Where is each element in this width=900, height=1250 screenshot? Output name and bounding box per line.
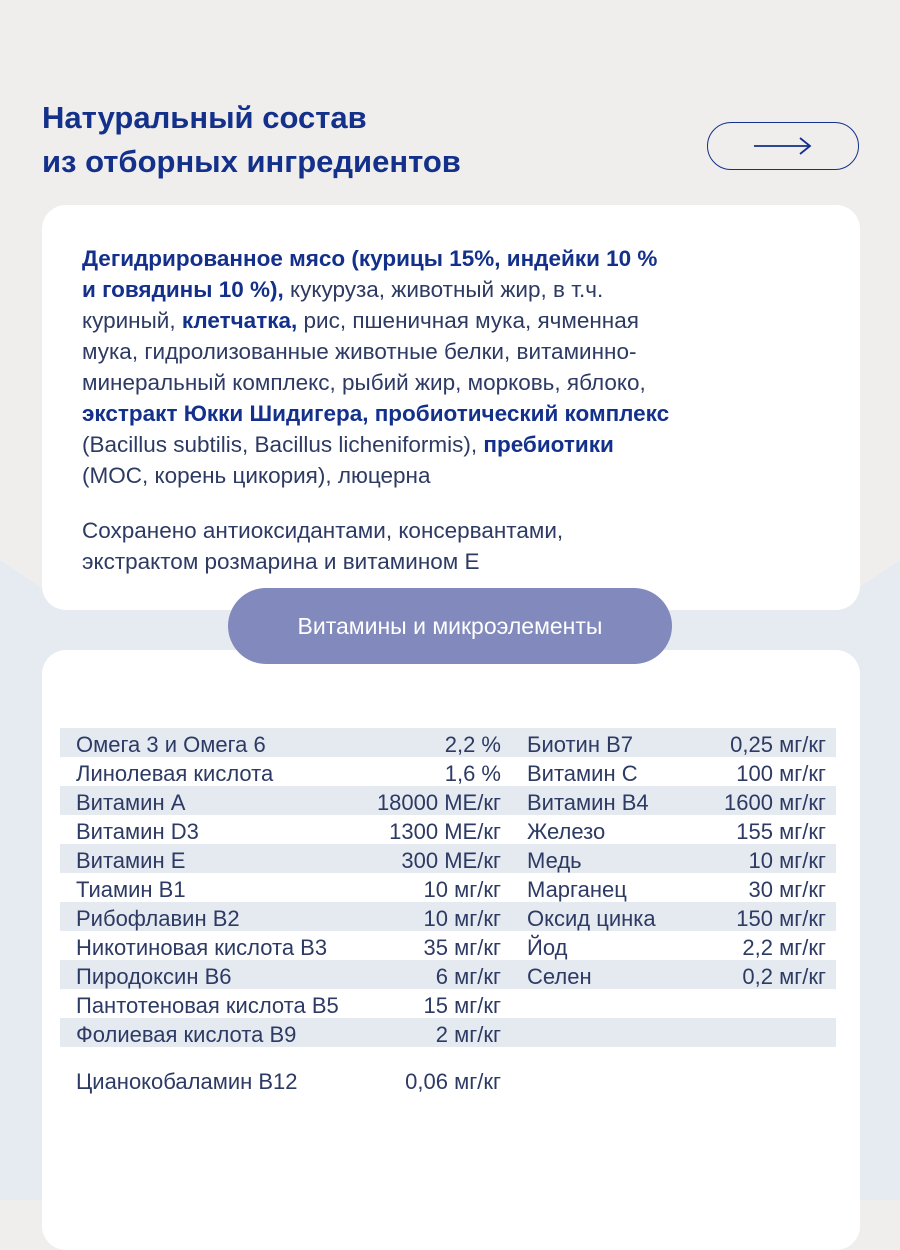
table-row (60, 1018, 836, 1047)
nutrient-value: 300 МЕ/кг (401, 848, 501, 873)
nutrient-name: Тиамин В1 (76, 877, 186, 902)
nutrient-value: 2,2 % (444, 732, 501, 757)
nutrient-value: 150 мг/кг (736, 906, 826, 931)
table-row (60, 873, 836, 902)
next-button[interactable] (707, 122, 859, 170)
nutrient-name: Биотин В7 (527, 732, 634, 757)
composition-text-5: минеральный комплекс, рыбий жир, морковь, яблоко, (82, 370, 646, 395)
vitamins-tab[interactable] (228, 588, 672, 664)
composition-bold-6: экстракт Юкки Шидигера, пробиотический комплекс (82, 401, 670, 426)
composition-text-4: мука, гидролизованные животные белки, витаминно- (82, 339, 637, 364)
nutrient-value: 30 мг/кг (748, 877, 826, 902)
composition-bold-7: пребиотики (483, 432, 614, 457)
composition-card (42, 205, 860, 610)
composition-bold-2: и говядины 10 %), (82, 277, 284, 302)
table-row (60, 1065, 836, 1094)
composition-text-7: (Bacillus subtilis, Bacillus licheniformis), (82, 432, 484, 457)
preservation-text (82, 515, 820, 577)
table-row (60, 931, 836, 960)
nutrient-name: Оксид цинка (527, 906, 656, 931)
nutrient-name: Пантотеновая кислота В5 (76, 993, 339, 1018)
nutrient-name: Витамин В4 (527, 790, 649, 815)
arrow-right-icon (752, 135, 814, 157)
nutrient-value: 2 мг/кг (435, 1022, 501, 1047)
table-row (60, 815, 836, 844)
nutrient-name: Рибофлавин В2 (76, 906, 240, 931)
nutrient-value: 0,2 мг/кг (742, 964, 826, 989)
preservation-line-1: Сохранено антиоксидантами, консервантами, (82, 518, 564, 543)
table-row (60, 728, 836, 757)
nutrient-value: 100 мг/кг (736, 761, 826, 786)
table-row (60, 786, 836, 815)
vitamins-table (60, 728, 836, 1094)
nutrient-value: 0,25 мг/кг (730, 732, 826, 757)
table-row (60, 757, 836, 786)
nutrient-name: Витамин Е (76, 848, 186, 873)
nutrient-name: Витамин А (76, 790, 186, 815)
nutrient-name: Линолевая кислота (76, 761, 274, 786)
nutrient-name: Никотиновая кислота В3 (76, 935, 328, 960)
nutrient-name: Витамин D3 (76, 819, 199, 844)
nutrient-value: 6 мг/кг (435, 964, 501, 989)
preservation-line-2: экстрактом розмарина и витамином Е (82, 549, 480, 574)
nutrient-name: Цианокобаламин В12 (76, 1069, 298, 1094)
nutrient-name: Медь (527, 848, 582, 873)
table-row (60, 960, 836, 989)
nutrient-value: 18000 МЕ/кг (376, 790, 501, 815)
composition-bold-1: Дегидрированное мясо (курицы 15%, индейки 10 % (82, 246, 658, 271)
table-row (60, 844, 836, 873)
title-line-1: Натуральный состав (42, 100, 367, 135)
page-title (42, 96, 461, 184)
nutrient-name: Витамин С (527, 761, 638, 786)
nutrient-value: 15 мг/кг (423, 993, 501, 1018)
nutrient-value: 1600 мг/кг (724, 790, 826, 815)
nutrient-value: 155 мг/кг (736, 819, 826, 844)
composition-text-3: куриный, (82, 308, 182, 333)
nutrient-value: 35 мг/кг (423, 935, 501, 960)
nutrient-name: Омега 3 и Омега 6 (76, 732, 266, 757)
nutrient-value: 2,2 мг/кг (742, 935, 826, 960)
nutrient-name: Йод (527, 935, 568, 960)
table-row (60, 989, 836, 1018)
composition-text-2: кукуруза, животный жир, в т.ч. (283, 277, 604, 302)
nutrient-value: 10 мг/кг (423, 906, 501, 931)
nutrient-value: 10 мг/кг (423, 877, 501, 902)
nutrient-value: 10 мг/кг (748, 848, 826, 873)
composition-text-3b: рис, пшеничная мука, ячменная (297, 308, 639, 333)
composition-text-8: (МОС, корень цикория), люцерна (82, 463, 431, 488)
title-line-2: из отборных ингредиентов (42, 144, 461, 179)
nutrient-value: 1300 МЕ/кг (389, 819, 501, 844)
vitamins-tab-label: Витамины и микроэлементы (297, 612, 603, 639)
nutrient-name: Железо (527, 819, 606, 844)
composition-text (82, 243, 820, 491)
table-row (60, 902, 836, 931)
nutrient-value: 0,06 мг/кг (405, 1069, 501, 1094)
composition-bold-3: клетчатка, (181, 308, 298, 333)
nutrient-value: 1,6 % (444, 761, 501, 786)
nutrient-name: Пиродоксин В6 (76, 964, 232, 989)
nutrient-name: Марганец (527, 877, 627, 902)
nutrient-name: Фолиевая кислота В9 (76, 1022, 297, 1047)
nutrient-name: Селен (527, 964, 592, 989)
